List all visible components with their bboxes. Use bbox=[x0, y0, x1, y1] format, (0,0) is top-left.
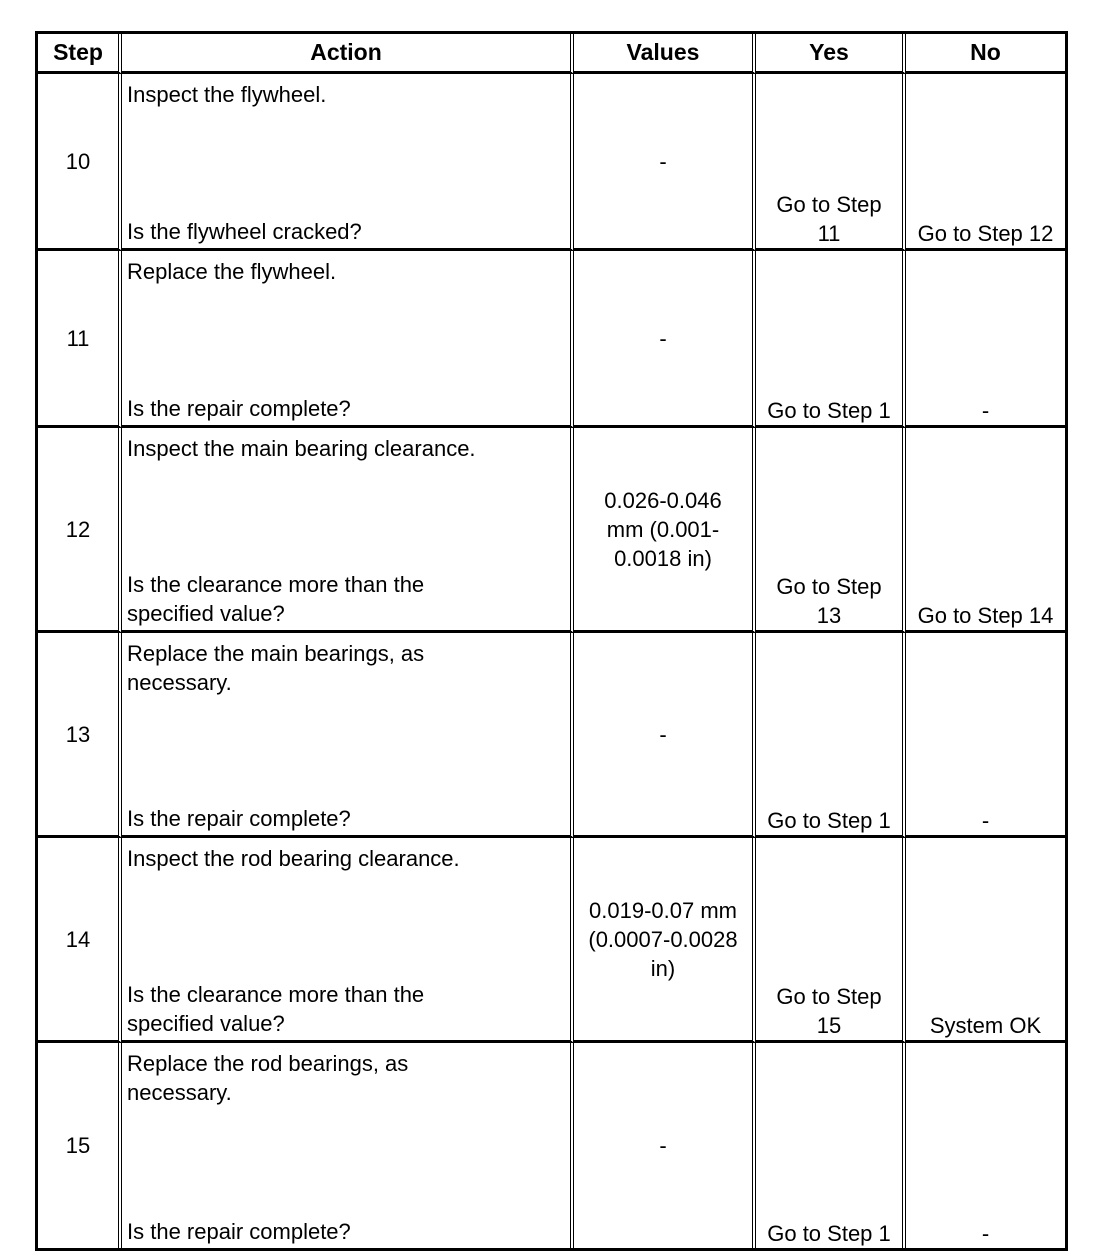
yes-text: Go to Step 1 bbox=[767, 1221, 891, 1246]
value-cell: - bbox=[574, 74, 756, 251]
action-text: Replace the flywheel. bbox=[127, 259, 337, 284]
table-row bbox=[38, 428, 1065, 633]
action-question: Is the repair complete? bbox=[127, 806, 351, 831]
yes-cell bbox=[756, 1043, 906, 1248]
yes-text: Go to Step 13 bbox=[776, 574, 882, 628]
action-text: Replace the rod bearings, as necessary. bbox=[127, 1051, 409, 1105]
table-row bbox=[38, 251, 1065, 428]
header-values: Values bbox=[574, 34, 756, 74]
action-text: Replace the main bearings, as necessary. bbox=[127, 641, 425, 695]
value-cell: - bbox=[574, 1043, 756, 1248]
value-text: 0.019-0.07 mm (0.0007-0.0028 in) bbox=[588, 897, 738, 981]
no-cell bbox=[906, 428, 1065, 633]
yes-cell bbox=[756, 428, 906, 633]
diagnostic-table bbox=[35, 31, 1068, 1251]
value-cell bbox=[574, 428, 756, 633]
action-question: Is the repair complete? bbox=[127, 396, 351, 421]
header-yes: Yes bbox=[756, 34, 906, 74]
step-number: 14 bbox=[38, 838, 122, 1043]
no-text: Go to Step 14 bbox=[917, 603, 1054, 628]
action-text: Inspect the flywheel. bbox=[127, 82, 327, 107]
no-text: - bbox=[981, 1221, 990, 1246]
step-number: 12 bbox=[38, 428, 122, 633]
yes-cell bbox=[756, 74, 906, 251]
header-no: No bbox=[906, 34, 1065, 74]
yes-text: Go to Step 1 bbox=[767, 398, 891, 423]
table-row bbox=[38, 838, 1065, 1043]
value-text: 0.026-0.046 mm (0.001-0.0018 in) bbox=[604, 487, 722, 571]
action-question: Is the repair complete? bbox=[127, 1219, 351, 1244]
no-text: Go to Step 12 bbox=[917, 221, 1054, 246]
yes-cell bbox=[756, 633, 906, 838]
action-cell bbox=[122, 428, 574, 633]
value-cell: - bbox=[574, 251, 756, 428]
action-cell bbox=[122, 838, 574, 1043]
table-row bbox=[38, 1043, 1065, 1248]
yes-text: Go to Step 15 bbox=[776, 984, 882, 1038]
yes-text: Go to Step 1 bbox=[767, 808, 891, 833]
step-number: 10 bbox=[38, 74, 122, 251]
action-text: Inspect the rod bearing clearance. bbox=[127, 846, 460, 871]
value-cell bbox=[574, 838, 756, 1043]
action-cell bbox=[122, 633, 574, 838]
no-cell bbox=[906, 633, 1065, 838]
no-cell bbox=[906, 251, 1065, 428]
yes-cell bbox=[756, 251, 906, 428]
no-text: - bbox=[981, 398, 990, 423]
header-step: Step bbox=[38, 34, 122, 74]
value-cell: - bbox=[574, 633, 756, 838]
no-cell bbox=[906, 1043, 1065, 1248]
action-question: Is the clearance more than the specified value? bbox=[127, 572, 425, 626]
header-row bbox=[38, 34, 1065, 74]
action-question: Is the clearance more than the specified value? bbox=[127, 982, 425, 1036]
yes-cell bbox=[756, 838, 906, 1043]
table-row bbox=[38, 633, 1065, 838]
action-question: Is the flywheel cracked? bbox=[127, 219, 362, 244]
action-cell bbox=[122, 74, 574, 251]
header-action: Action bbox=[122, 34, 574, 74]
step-number: 15 bbox=[38, 1043, 122, 1248]
no-text: System OK bbox=[929, 1013, 1042, 1038]
no-cell bbox=[906, 74, 1065, 251]
step-number: 13 bbox=[38, 633, 122, 838]
yes-text: Go to Step 11 bbox=[776, 192, 882, 246]
no-cell bbox=[906, 838, 1065, 1043]
table-row bbox=[38, 74, 1065, 251]
action-cell bbox=[122, 251, 574, 428]
action-text: Inspect the main bearing clearance. bbox=[127, 436, 476, 461]
step-number: 11 bbox=[38, 251, 122, 428]
no-text: - bbox=[981, 808, 990, 833]
action-cell bbox=[122, 1043, 574, 1248]
